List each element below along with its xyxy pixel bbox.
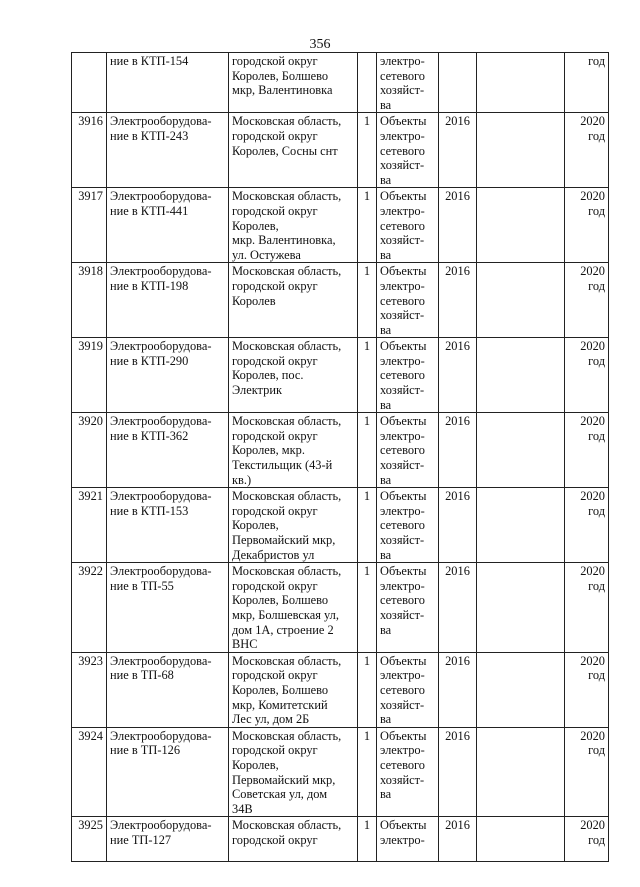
address-cell: Московская область, городской округ Королев, Первомайский мкр, Советская ул, дом 34В [229, 727, 358, 817]
object-type-cell: электро- сетевого хозяйст- ва [377, 53, 439, 113]
table-row [72, 113, 609, 188]
row-number-cell: 3920 [72, 413, 107, 488]
equipment-name-cell: Электрооборудова- ние ТП-127 [107, 817, 229, 862]
plan-year-cell: 2020 год [565, 817, 609, 862]
quantity-cell: 1 [358, 488, 377, 563]
table-row [72, 817, 609, 862]
row-number-cell: 3922 [72, 563, 107, 653]
object-type-cell: Объекты электро- сетевого хозяйст- ва [377, 563, 439, 653]
row-number-cell: 3924 [72, 727, 107, 817]
table-row [72, 652, 609, 727]
plan-year-cell: 2020 год [565, 727, 609, 817]
address-cell: городской округ Королев, Болшево мкр, Валентиновка [229, 53, 358, 113]
blank-cell [477, 263, 565, 338]
quantity-cell [358, 53, 377, 113]
quantity-cell: 1 [358, 338, 377, 413]
row-number-cell: 3923 [72, 652, 107, 727]
year-cell: 2016 [439, 413, 477, 488]
quantity-cell: 1 [358, 188, 377, 263]
address-cell: Московская область, городской округ [229, 817, 358, 862]
address-cell: Московская область, городской округ Королев, мкр. Текстильщик (43-й кв.) [229, 413, 358, 488]
blank-cell [477, 113, 565, 188]
page-number: 356 [309, 37, 331, 52]
row-number-cell: 3921 [72, 488, 107, 563]
year-cell [439, 53, 477, 113]
object-type-cell: Объекты электро- сетевого хозяйст- ва [377, 727, 439, 817]
table-body [72, 53, 609, 862]
table-row [72, 188, 609, 263]
row-number-cell: 3919 [72, 338, 107, 413]
address-cell: Московская область, городской округ Королев, Болшево мкр, Комитетский Лес ул, дом 2Б [229, 652, 358, 727]
table-row [72, 53, 609, 113]
year-cell: 2016 [439, 338, 477, 413]
table-row [72, 413, 609, 488]
address-cell: Московская область, городской округ Королев, Болшево мкр, Болшевская ул, дом 1А, строение 2 ВНС [229, 563, 358, 653]
quantity-cell: 1 [358, 263, 377, 338]
object-type-cell: Объекты электро- сетевого хозяйст- ва [377, 338, 439, 413]
plan-year-cell: 2020 год [565, 188, 609, 263]
address-cell: Московская область, городской округ Королев [229, 263, 358, 338]
address-cell: Московская область, городской округ Королев, пос. Электрик [229, 338, 358, 413]
quantity-cell: 1 [358, 727, 377, 817]
plan-year-cell: 2020 год [565, 338, 609, 413]
blank-cell [477, 727, 565, 817]
object-type-cell: Объекты электро- сетевого хозяйст- ва [377, 188, 439, 263]
equipment-name-cell: Электрооборудова- ние в КТП-362 [107, 413, 229, 488]
equipment-name-cell: ние в КТП-154 [107, 53, 229, 113]
table-row [72, 338, 609, 413]
plan-year-cell: 2020 год [565, 652, 609, 727]
blank-cell [477, 413, 565, 488]
blank-cell [477, 652, 565, 727]
object-type-cell: Объекты электро- сетевого хозяйст- ва [377, 488, 439, 563]
row-number-cell: 3917 [72, 188, 107, 263]
blank-cell [477, 817, 565, 862]
table-row [72, 263, 609, 338]
object-type-cell: Объекты электро- сетевого хозяйст- ва [377, 652, 439, 727]
quantity-cell: 1 [358, 113, 377, 188]
year-cell: 2016 [439, 563, 477, 653]
blank-cell [477, 488, 565, 563]
equipment-name-cell: Электрооборудова- ние в КТП-243 [107, 113, 229, 188]
plan-year-cell: 2020 год [565, 413, 609, 488]
asset-registry-table [71, 52, 609, 862]
object-type-cell: Объекты электро- сетевого хозяйст- ва [377, 413, 439, 488]
blank-cell [477, 338, 565, 413]
address-cell: Московская область, городской округ Королев, мкр. Валентиновка, ул. Остужева [229, 188, 358, 263]
year-cell: 2016 [439, 263, 477, 338]
year-cell: 2016 [439, 817, 477, 862]
row-number-cell: 3916 [72, 113, 107, 188]
row-number-cell: 3925 [72, 817, 107, 862]
address-cell: Московская область, городской округ Королев, Сосны снт [229, 113, 358, 188]
row-number-cell: 3918 [72, 263, 107, 338]
object-type-cell: Объекты электро- [377, 817, 439, 862]
quantity-cell: 1 [358, 652, 377, 727]
blank-cell [477, 188, 565, 263]
quantity-cell: 1 [358, 413, 377, 488]
plan-year-cell: год [565, 53, 609, 113]
object-type-cell: Объекты электро- сетевого хозяйст- ва [377, 113, 439, 188]
equipment-name-cell: Электрооборудова- ние в КТП-441 [107, 188, 229, 263]
year-cell: 2016 [439, 727, 477, 817]
equipment-name-cell: Электрооборудова- ние в ТП-68 [107, 652, 229, 727]
plan-year-cell: 2020 год [565, 488, 609, 563]
table-row [72, 563, 609, 653]
address-cell: Московская область, городской округ Королев, Первомайский мкр, Декабристов ул [229, 488, 358, 563]
plan-year-cell: 2020 год [565, 563, 609, 653]
year-cell: 2016 [439, 488, 477, 563]
equipment-name-cell: Электрооборудова- ние в ТП-55 [107, 563, 229, 653]
quantity-cell: 1 [358, 817, 377, 862]
blank-cell [477, 563, 565, 653]
year-cell: 2016 [439, 113, 477, 188]
plan-year-cell: 2020 год [565, 263, 609, 338]
equipment-name-cell: Электрооборудова- ние в КТП-198 [107, 263, 229, 338]
blank-cell [477, 53, 565, 113]
year-cell: 2016 [439, 188, 477, 263]
row-number-cell [72, 53, 107, 113]
plan-year-cell: 2020 год [565, 113, 609, 188]
table-row [72, 488, 609, 563]
equipment-name-cell: Электрооборудова- ние в ТП-126 [107, 727, 229, 817]
quantity-cell: 1 [358, 563, 377, 653]
equipment-name-cell: Электрооборудова- ние в КТП-153 [107, 488, 229, 563]
object-type-cell: Объекты электро- сетевого хозяйст- ва [377, 263, 439, 338]
year-cell: 2016 [439, 652, 477, 727]
equipment-name-cell: Электрооборудова- ние в КТП-290 [107, 338, 229, 413]
table-row [72, 727, 609, 817]
